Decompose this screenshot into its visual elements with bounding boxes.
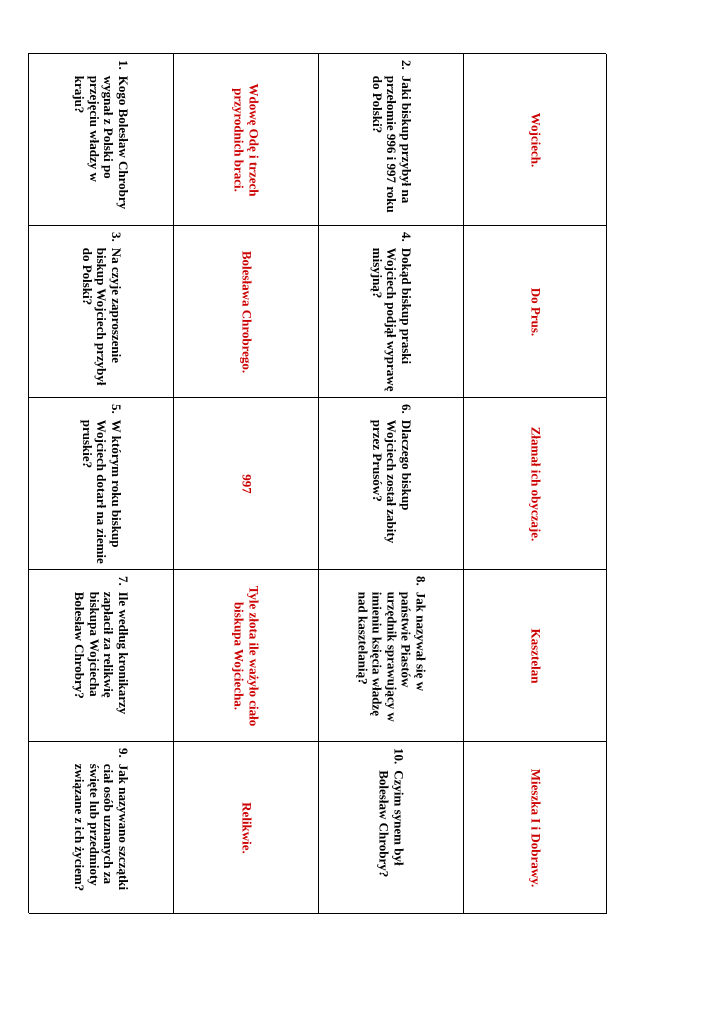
question-number: 6. (398, 403, 414, 414)
question-text: Na czyje zaproszenie biskup Wojciech przybył do Polski? (79, 247, 124, 385)
answer-card-10 (464, 742, 607, 914)
answer-text: Złamał ich obyczaje. (528, 426, 544, 541)
question-card-2 (319, 54, 464, 226)
question-number: 2. (398, 59, 414, 70)
question-card-5 (29, 398, 174, 570)
answer-text: Do Prus. (528, 287, 544, 336)
answer-text: 997 (239, 473, 255, 494)
question-card-9 (29, 742, 174, 914)
question-card-3 (29, 226, 174, 398)
answer-text: Bolesława Chrobrego. (239, 250, 255, 373)
answer-card-6 (464, 398, 607, 570)
question-text: Jak nazywał się w państwie Piastów urzędnik sprawujący w imieniu księcia władzę nad kasztelanią? (355, 591, 429, 722)
answer-card-3 (174, 226, 319, 398)
question-number: 10. (391, 747, 407, 764)
answer-card-1 (174, 54, 319, 226)
answer-text: Wojciech. (528, 112, 544, 167)
answer-card-4 (464, 226, 607, 398)
question-text: Kogo Bolesław Chrobry wygnał z Polski po przejęciu władzy w kraju? (72, 75, 131, 209)
question-card-6 (319, 398, 464, 570)
question-number: 8. (413, 575, 429, 586)
card-sheet (28, 53, 606, 913)
question-text: Czyim synem był Bolesław Chrobry? (377, 769, 407, 877)
question-text: Ile według kronikarzy zapłacił za relikwię biskupa Wojciecha Bolesław Chrobry? (72, 591, 131, 714)
question-text: Jaki biskup przybył na przełomie 996 i 997 roku do Polski? (369, 75, 414, 213)
answer-text: Tyle złota ile ważyło ciało biskupa Wojciecha. (232, 585, 262, 726)
question-number: 3. (108, 231, 124, 242)
answer-text: Mieszka I i Dobrawy. (528, 768, 544, 887)
question-text: Jak nazywano szczątki ciał osób uznanych za święte lub przedmioty związane z ich życiem? (72, 763, 131, 891)
answer-text: Wdowę Odę i trzech przyrodnich braci. (232, 82, 262, 196)
question-text: Dokąd biskup praski Wojciech podjął wyprawę misyjną? (369, 247, 414, 391)
question-card-7 (29, 570, 174, 742)
question-number: 1. (116, 59, 131, 70)
question-card-10 (319, 742, 464, 914)
answer-card-5 (174, 398, 319, 570)
question-number: 4. (398, 231, 414, 242)
answer-card-7 (174, 570, 319, 742)
question-number: 7. (116, 575, 131, 586)
question-text: W którym roku biskup Wojciech dotarł na ziemie pruskie? (79, 419, 124, 564)
question-card-1 (29, 54, 174, 226)
question-text: Dlaczego biskup Wojciech został zabity przez Prusów? (369, 419, 414, 543)
answer-card-2 (464, 54, 607, 226)
answer-text: Kasztelan (528, 628, 544, 683)
answer-text: Relikwie. (239, 801, 255, 854)
question-card-4 (319, 226, 464, 398)
question-number: 5. (108, 403, 124, 414)
question-card-8 (319, 570, 464, 742)
question-number: 9. (116, 747, 131, 758)
answer-card-8 (464, 570, 607, 742)
answer-card-9 (174, 742, 319, 914)
